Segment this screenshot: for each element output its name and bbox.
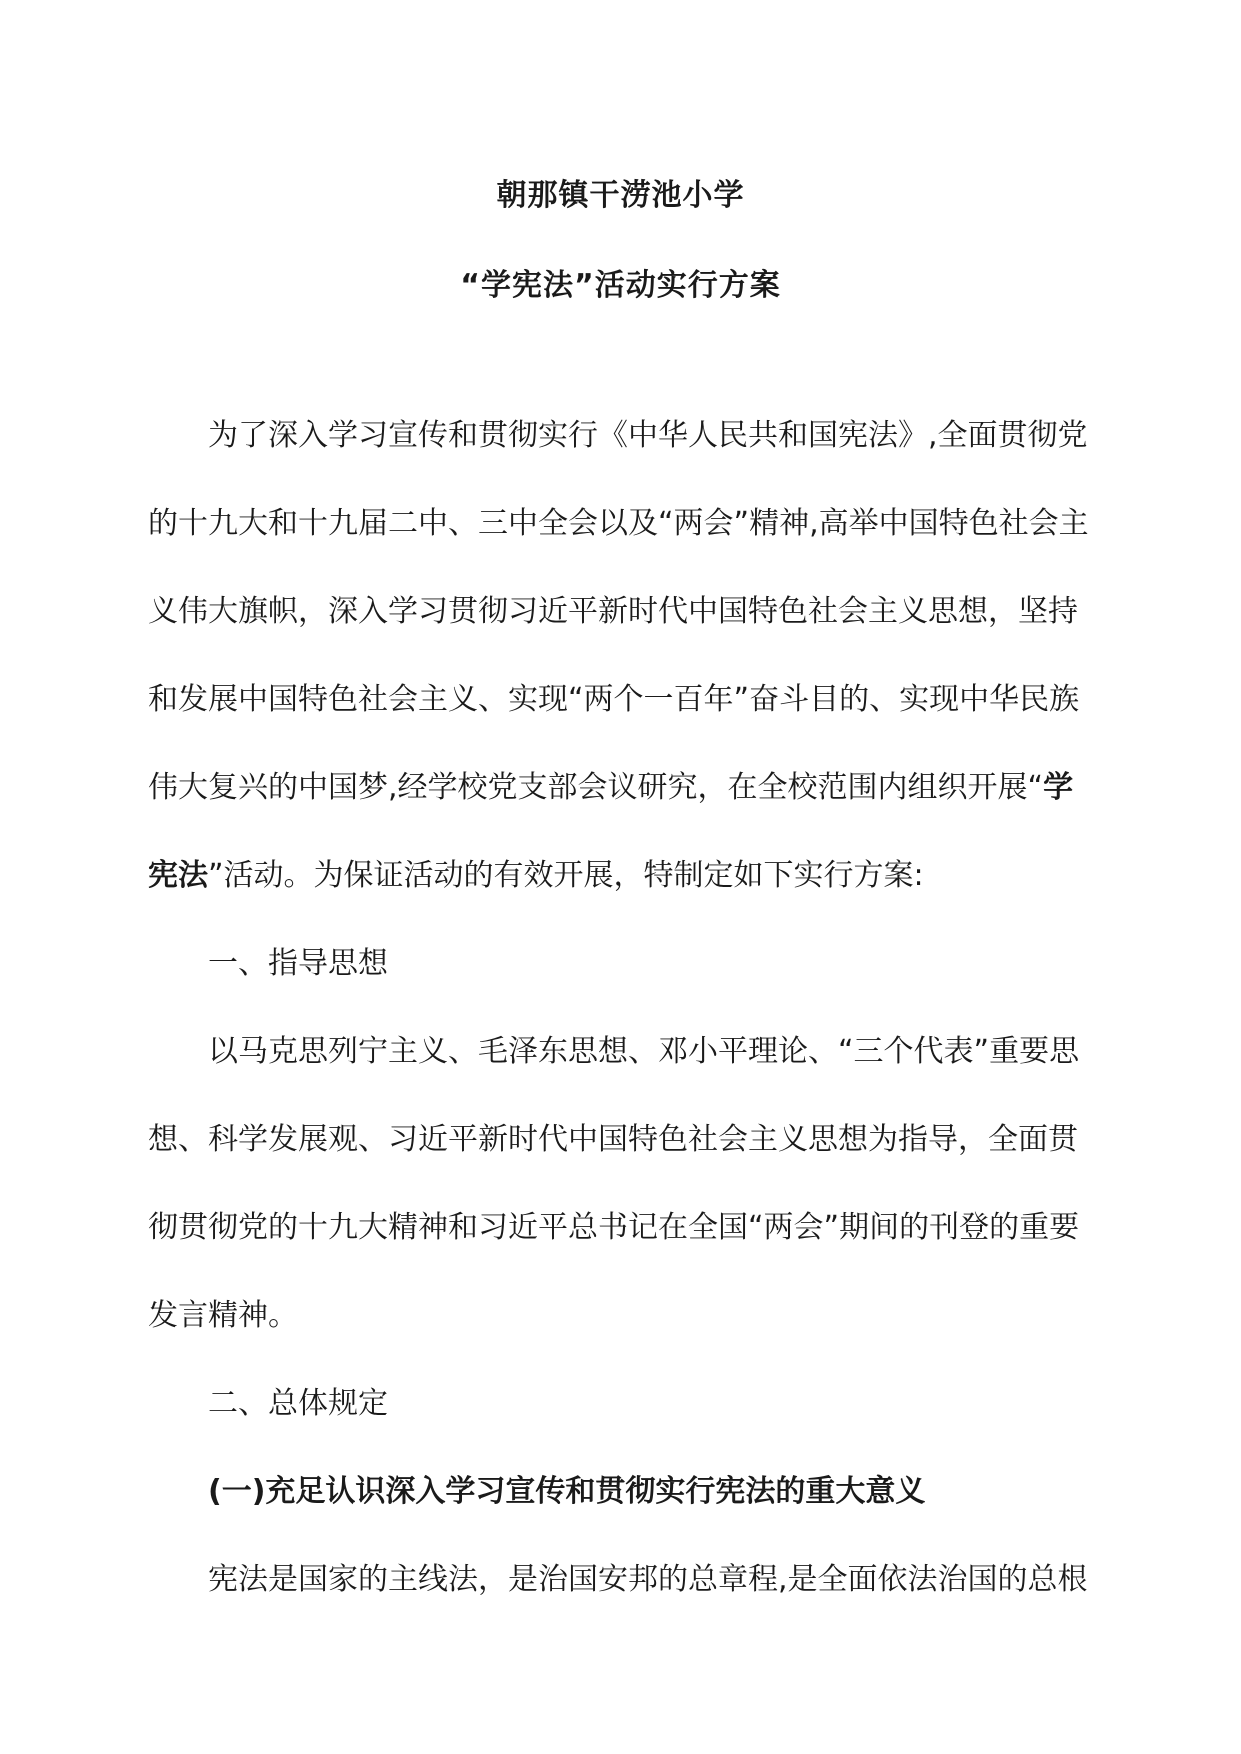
bold-text-run: 宪法 bbox=[148, 858, 208, 893]
paragraph-line: 想、科学发展观、习近平新时代中国特色社会主义思想为指导，全面贯 bbox=[148, 1122, 1078, 1157]
bold-text-run: 学 bbox=[1043, 770, 1074, 805]
paragraph-line: 义伟大旗帜，深入学习贯彻习近平新时代中国特色社会主义思想，坚持 bbox=[148, 594, 1078, 629]
section-heading-guiding-ideology: 一、指导思想 bbox=[208, 946, 388, 981]
school-title: 朝那镇干涝池小学 bbox=[496, 178, 745, 213]
subsection-heading: (一)充足认识深入学习宣传和贯彻实行宪法的重大意义 bbox=[208, 1474, 926, 1509]
paragraph-line: 以马克思列宁主义、毛泽东思想、邓小平理论、“三个代表”重要思 bbox=[208, 1034, 1080, 1069]
plan-title: “学宪法”活动实行方案 bbox=[460, 268, 781, 303]
paragraph-line: 为了深入学习宣传和贯彻实行《中华人民共和国宪法》,全面贯彻党 bbox=[208, 418, 1088, 453]
document-body bbox=[148, 392, 1098, 1624]
paragraph-line: 和发展中国特色社会主义、实现“两个一百年”奋斗目的、实现中华民族 bbox=[148, 682, 1080, 717]
paragraph-line: 宪法是国家的主线法，是治国安邦的总章程,是全面依法治国的总根 bbox=[208, 1562, 1088, 1597]
paragraph-line: 彻贯彻党的十九大精神和习近平总书记在全国“两会”期间的刊登的重要 bbox=[148, 1210, 1080, 1245]
text-run: ”活动。为保证活动的有效开展，特制定如下实行方案: bbox=[208, 858, 924, 893]
paragraph-line bbox=[148, 744, 1098, 832]
paragraph-line bbox=[148, 832, 1098, 920]
text-run: 伟大复兴的中国梦,经学校党支部会议研究，在全校范围内组织开展“ bbox=[148, 770, 1044, 805]
paragraph-line: 的十九大和十九届二中、三中全会以及“两会”精神,高举中国特色社会主 bbox=[148, 506, 1089, 541]
paragraph-line: 发言精神。 bbox=[148, 1298, 298, 1333]
section-heading-general-rules: 二、总体规定 bbox=[208, 1386, 388, 1421]
